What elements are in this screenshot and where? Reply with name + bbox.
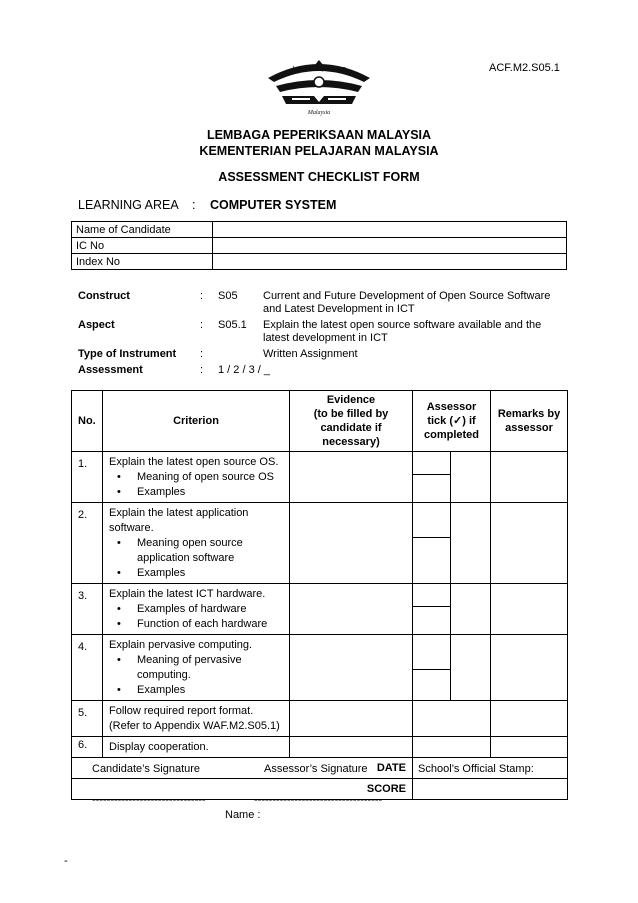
row-number: 2. (72, 503, 103, 584)
date-label: DATE (72, 758, 413, 779)
header-assessor-line-2: tick (✓) if (427, 415, 476, 427)
list-item: • Examples of hardware (133, 602, 285, 617)
assessor-blank-cell[interactable] (451, 635, 491, 701)
checklist-table (71, 390, 568, 800)
list-item: • Examples (133, 566, 285, 581)
candidate-name-row (72, 222, 567, 238)
row-number: 4. (72, 635, 103, 701)
criterion-text: Explain the latest open source OS. (109, 456, 279, 468)
list-item (133, 536, 285, 566)
ic-no-label: IC No (72, 238, 213, 254)
aspect-text-1: Explain the latest open source software available and the (263, 319, 542, 331)
footer-mark: - (64, 855, 68, 867)
assessor-blank-cell[interactable] (451, 503, 491, 584)
header-evidence (290, 391, 413, 452)
assessment-colon: : (200, 364, 204, 376)
criterion-cell (103, 635, 290, 701)
score-field[interactable] (413, 779, 568, 800)
org-line-2: KEMENTERIAN PELAJARAN MALAYSIA (199, 144, 439, 158)
criterion-cell (103, 503, 290, 584)
evidence-cell[interactable] (290, 737, 413, 758)
header-remarks (491, 391, 568, 452)
row-number: 1. (72, 452, 103, 503)
tick-divider (413, 606, 450, 607)
criterion-text: Explain pervasive computing. (109, 639, 253, 651)
learning-area-value: COMPUTER SYSTEM (210, 198, 337, 212)
instrument-colon: : (200, 348, 204, 360)
assessor-signature-line[interactable]: ----------------------------------- (254, 794, 383, 806)
assessor-blank-cell[interactable] (451, 584, 491, 635)
assessor-tick-cell[interactable] (413, 503, 451, 584)
header-evidence-line-1: Evidence (326, 394, 376, 406)
evidence-cell[interactable] (290, 503, 413, 584)
criterion-bullets (109, 536, 285, 581)
lembaga-logo (262, 56, 376, 118)
table-row (72, 635, 568, 701)
document-code: ACF.M2.S05.1 (489, 62, 560, 74)
instrument-label: Type of Instrument (78, 348, 177, 360)
remarks-cell[interactable] (491, 584, 568, 635)
header-evidence-line-3: candidate if necessary) (320, 422, 382, 448)
evidence-cell[interactable] (290, 584, 413, 635)
list-item-line-1: Meaning of pervasive (137, 654, 242, 666)
header-assessor (413, 391, 491, 452)
list-item-line-2: application software (137, 552, 235, 564)
table-row (72, 503, 568, 584)
form-title: ASSESSMENT CHECKLIST FORM (218, 170, 420, 184)
logo-text-bottom: Malaysia (307, 110, 331, 116)
learning-area-colon: : (192, 198, 196, 212)
header-criterion: Criterion (103, 391, 290, 452)
aspect-colon: : (200, 319, 204, 331)
candidate-info-table (71, 221, 567, 270)
header-remarks-line-2: assessor (505, 422, 553, 434)
row-number: 6. (72, 737, 103, 758)
criterion-cell (103, 737, 290, 758)
table-row (72, 584, 568, 635)
tick-divider (413, 474, 450, 475)
score-label: SCORE (72, 779, 413, 800)
header-no: No. (72, 391, 103, 452)
remarks-cell[interactable] (491, 635, 568, 701)
assessor-tick-cell[interactable] (413, 452, 451, 503)
tick-divider (413, 669, 450, 670)
aspect-text-2: latest development in ICT (263, 332, 388, 344)
instrument-value: Written Assignment (263, 348, 358, 360)
construct-text-1: Current and Future Development of Open Source Software (263, 290, 551, 302)
list-item-line-1: Meaning open source (137, 537, 243, 549)
header-row (72, 391, 568, 452)
criterion-bullets (109, 470, 285, 500)
candidate-name-label: Name of Candidate (72, 222, 213, 238)
evidence-cell[interactable] (290, 452, 413, 503)
criterion-bullets (109, 602, 285, 632)
criterion-text-2: software. (109, 522, 154, 534)
org-line-1: LEMBAGA PEPERIKSAAN MALAYSIA (206, 128, 432, 142)
assessor-tick-cell[interactable] (413, 737, 491, 758)
remarks-cell[interactable] (491, 737, 568, 758)
criterion-cell (103, 584, 290, 635)
list-item: • Examples (133, 683, 285, 698)
criterion-cell (103, 452, 290, 503)
assessor-blank-cell[interactable] (451, 452, 491, 503)
list-item: • Examples (133, 485, 285, 500)
row-number: 3. (72, 584, 103, 635)
construct-colon: : (200, 290, 204, 302)
index-no-row (72, 254, 567, 270)
logo-text-top: Lembaga Peperiksaan (292, 66, 346, 72)
criterion-text: Display cooperation. (109, 741, 209, 753)
evidence-cell[interactable] (290, 701, 413, 737)
header-evidence-line-2: (to be filled by (313, 408, 389, 420)
tick-divider (413, 537, 450, 538)
criterion-text: Explain the latest application (109, 507, 249, 519)
remarks-cell[interactable] (491, 452, 568, 503)
ic-no-field[interactable] (213, 238, 567, 254)
index-no-label: Index No (72, 254, 213, 270)
criterion-cell (103, 701, 290, 737)
aspect-code: S05.1 (218, 319, 247, 331)
assessor-tick-cell[interactable] (413, 701, 491, 737)
list-item (133, 653, 285, 683)
remarks-cell[interactable] (491, 503, 568, 584)
school-stamp-label: School’s Official Stamp: (418, 763, 534, 775)
assessor-tick-cell[interactable] (413, 635, 451, 701)
criterion-text: Follow required report format. (109, 705, 254, 717)
table-row (72, 701, 568, 737)
header-remarks-line-1: Remarks by (497, 408, 561, 420)
row-number: 5. (72, 701, 103, 737)
criterion-bullets (109, 653, 285, 698)
criterion-text-2: (Refer to Appendix WAF.M2.S05.1) (109, 720, 280, 732)
assessment-value: 1 / 2 / 3 / _ (218, 364, 270, 376)
candidate-signature-line[interactable]: ------------------------------- (92, 794, 206, 806)
assessor-signature-label: Assessor’s Signature (264, 763, 368, 775)
assessor-name-label: Name : (225, 809, 261, 821)
table-row (72, 452, 568, 503)
list-item: • Function of each hardware (133, 617, 285, 632)
candidate-signature-label: Candidate’s Signature (92, 763, 201, 775)
construct-text-2: and Latest Development in ICT (263, 303, 415, 315)
criterion-text: Explain the latest ICT hardware. (109, 588, 266, 600)
assessment-label: Assessment (78, 364, 143, 376)
table-row (72, 737, 568, 758)
construct-label: Construct (78, 290, 130, 302)
header-assessor-line-3: completed (424, 429, 480, 441)
remarks-cell[interactable] (491, 701, 568, 737)
aspect-label: Aspect (78, 319, 115, 331)
ic-no-row (72, 238, 567, 254)
assessor-tick-cell[interactable] (413, 584, 451, 635)
evidence-cell[interactable] (290, 635, 413, 701)
construct-code: S05 (218, 290, 238, 302)
learning-area-label: LEARNING AREA (78, 198, 179, 212)
list-item-line-2: computing. (137, 669, 191, 681)
header-assessor-line-1: Assessor (426, 401, 477, 413)
index-no-field[interactable] (213, 254, 567, 270)
list-item: • Meaning of open source OS (133, 470, 285, 485)
candidate-name-field[interactable] (213, 222, 567, 238)
